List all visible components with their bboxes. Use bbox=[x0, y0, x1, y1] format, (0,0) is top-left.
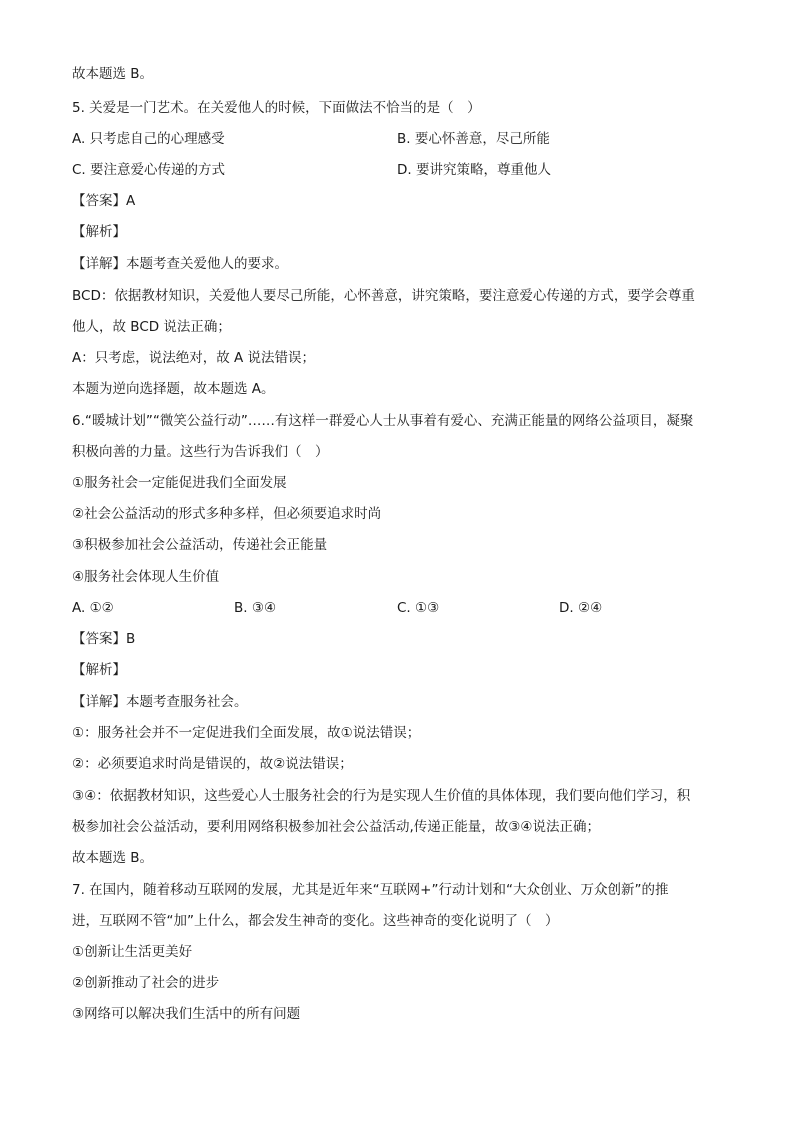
q6-explain-1: ①：服务社会并不一定促进我们全面发展，故①说法错误； bbox=[72, 725, 421, 741]
q5-stem: 5. 关爱是一门艺术。在关爱他人的时候，下面做法不恰当的是（ ） bbox=[72, 100, 481, 116]
q5-analysis-label: 【解析】 bbox=[72, 224, 126, 240]
q7-statement-1: ①创新让生活更美好 bbox=[72, 944, 193, 960]
q6-option-a: A. ①② bbox=[72, 600, 114, 616]
q5-option-c: C. 要注意爱心传递的方式 bbox=[72, 162, 226, 178]
q6-option-b: B. ③④ bbox=[234, 600, 277, 616]
previous-answer-tail: 故本题选 B。 bbox=[72, 66, 154, 82]
q5-explain-4: 本题为逆向选择题，故本题选 A。 bbox=[72, 381, 275, 397]
q5-answer: 【答案】A bbox=[72, 193, 136, 209]
q6-detail: 【详解】本题考查服务社会。 bbox=[72, 694, 248, 710]
q6-explain-4: 极参加社会公益活动，要利用网络积极参加社会公益活动,传递正能量，故③④说法正确； bbox=[72, 819, 600, 835]
q6-statement-1: ①服务社会一定能促进我们全面发展 bbox=[72, 475, 287, 491]
q7-statement-2: ②创新推动了社会的进步 bbox=[72, 975, 220, 991]
q5-explain-2: 他人，故 BCD 说法正确； bbox=[72, 319, 231, 335]
q7-statement-3: ③网络可以解决我们生活中的所有问题 bbox=[72, 1006, 301, 1022]
q6-explain-2: ②：必须要追求时尚是错误的，故②说法错误； bbox=[72, 756, 353, 772]
q6-statement-4: ④服务社会体现人生价值 bbox=[72, 569, 220, 585]
q5-option-a: A. 只考虑自己的心理感受 bbox=[72, 131, 225, 147]
q5-detail: 【详解】本题考查关爱他人的要求。 bbox=[72, 256, 288, 272]
q5-option-d: D. 要讲究策略，尊重他人 bbox=[397, 162, 551, 178]
q7-stem-1: 7. 在国内，随着移动互联网的发展，尤其是近年来“互联网+”行动计划和“大众创业、万众创新”的推 bbox=[72, 882, 669, 898]
q6-explain-5: 故本题选 B。 bbox=[72, 850, 154, 866]
q6-analysis-label: 【解析】 bbox=[72, 662, 126, 678]
q6-statement-2: ②社会公益活动的形式多种多样，但必须要追求时尚 bbox=[72, 506, 382, 522]
q6-stem-1: 6.“暖城计划”“微笑公益行动”……有这样一群爱心人士从事着有爱心、充满正能量的网络公益项目，凝聚 bbox=[72, 413, 694, 429]
q7-stem-2: 进，互联网不管“加”上什么，都会发生神奇的变化。这些神奇的变化说明了（ ） bbox=[72, 913, 559, 929]
q6-explain-3: ③④：依据教材知识，这些爱心人士服务社会的行为是实现人生价值的具体体现，我们要向他们学习，积 bbox=[72, 788, 691, 804]
q5-option-b: B. 要心怀善意，尽己所能 bbox=[397, 131, 550, 147]
q6-statement-3: ③积极参加社会公益活动，传递社会正能量 bbox=[72, 537, 328, 553]
q6-option-c: C. ①③ bbox=[397, 600, 440, 616]
q6-option-d: D. ②④ bbox=[559, 600, 603, 616]
q6-answer: 【答案】B bbox=[72, 631, 136, 647]
q5-explain-1: BCD：依据教材知识，关爱他人要尽己所能，心怀善意，讲究策略，要注意爱心传递的方式，要学会尊重 bbox=[72, 288, 695, 304]
q5-explain-3: A：只考虑，说法绝对，故 A 说法错误； bbox=[72, 350, 316, 366]
q6-stem-2: 积极向善的力量。这些行为告诉我们（ ） bbox=[72, 444, 329, 460]
